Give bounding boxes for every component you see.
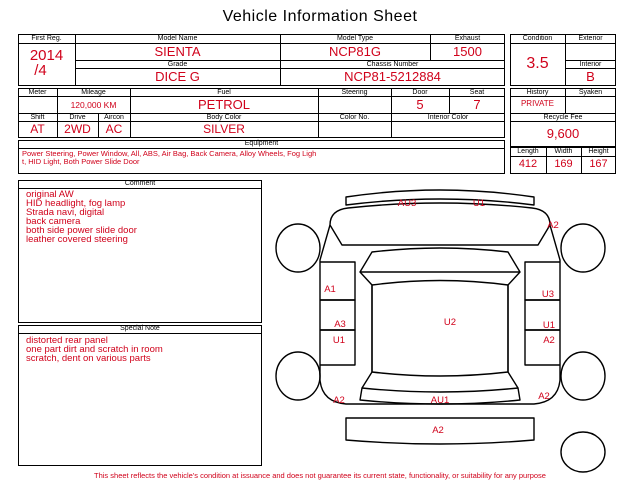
comment-label: Comment <box>124 180 156 187</box>
interior-label: Interior <box>579 61 602 68</box>
model-type-label: Model Type <box>336 35 374 42</box>
seat-label: Seat <box>469 89 485 96</box>
first-reg-month: /4 <box>34 62 47 79</box>
mileage-value: 120,000 KM <box>70 100 117 110</box>
comment-line: both side power slide door <box>26 225 137 236</box>
sheet-title: Vehicle Information Sheet <box>222 8 418 25</box>
damage-mark: A3 <box>334 319 346 330</box>
comment-line: Strada navi, digital <box>26 207 105 218</box>
model-type-value: NCP81G <box>328 44 382 59</box>
door-label: Door <box>412 89 428 96</box>
damage-mark: AU3 <box>397 198 417 209</box>
damage-mark: U1 <box>472 198 486 209</box>
equipment-line-1: Power Steering, Power Window, All, ABS, Air Bag, Back Camera, Alloy Wheels, Fog Ligh <box>22 149 317 158</box>
rear-right-wheel <box>561 352 605 400</box>
comment-line: HID headlight, fog lamp <box>26 198 126 209</box>
height-value: 167 <box>589 158 608 170</box>
history-value: PRIVATE <box>520 99 555 108</box>
damage-mark: A2 <box>547 220 559 231</box>
first-reg-label: First Reg. <box>31 35 62 42</box>
equipment-label: Equipment <box>244 140 279 147</box>
model-name-value: SIENTA <box>154 44 201 59</box>
special-note-label: Special Note <box>120 325 160 332</box>
seat-value: 7 <box>473 97 481 112</box>
fuel-value: PETROL <box>197 97 250 112</box>
hood <box>330 203 550 245</box>
door-value: 5 <box>416 97 424 112</box>
damage-mark: A1 <box>324 284 336 295</box>
height-label: Height <box>588 148 609 155</box>
interior-value: B <box>586 69 595 84</box>
front-left-wheel <box>276 224 320 272</box>
damage-mark: U1 <box>332 335 346 346</box>
windshield <box>360 248 520 272</box>
roof <box>372 281 508 377</box>
recycle-fee-value: 9,600 <box>546 126 580 141</box>
interior-color-label: Interior Color <box>427 114 469 121</box>
grade-label: Grade <box>167 61 188 68</box>
drive-value: 2WD <box>64 122 91 136</box>
damage-mark: U3 <box>541 289 555 300</box>
body-outline <box>320 225 560 404</box>
damage-mark: U1 <box>542 320 556 331</box>
width-label: Width <box>554 148 573 155</box>
special-note-line: scratch, dent on various parts <box>26 353 151 364</box>
spare-wheel <box>561 432 605 472</box>
width-value: 169 <box>554 158 573 170</box>
disclaimer-footer: This sheet reflects the vehicle's condition at issuance and does not guarantee its current state, functionality, or suitability for any purpose <box>94 471 546 480</box>
mileage-label: Mileage <box>81 89 106 96</box>
length-label: Length <box>517 148 539 155</box>
body-color-label: Body Color <box>206 114 242 121</box>
fuel-label: Fuel <box>217 89 231 96</box>
exhaust-value: 1500 <box>453 44 482 59</box>
model-name-label: Model Name <box>157 35 198 42</box>
damage-mark: A2 <box>333 395 345 406</box>
chassis-value: NCP81-5212884 <box>344 69 441 84</box>
roof-left-rail <box>360 272 372 388</box>
damage-mark: A2 <box>432 425 444 436</box>
aircon-value: AC <box>105 122 123 136</box>
roof-right-rail <box>508 272 520 388</box>
condition-label: Condition <box>522 35 553 42</box>
comment-line: original AW <box>26 189 74 200</box>
steering-label: Steering <box>341 89 368 96</box>
chassis-label: Chassis Number <box>366 61 419 68</box>
history-label: History <box>526 89 549 96</box>
damage-mark: A2 <box>538 391 550 402</box>
drive-label: Drive <box>69 114 86 121</box>
rear-left-wheel <box>276 352 320 400</box>
first-reg-year: 2014 <box>29 47 64 64</box>
front-right-wheel <box>561 224 605 272</box>
special-note-line: distorted rear panel <box>26 335 108 346</box>
aircon-label: Aircon <box>104 114 124 121</box>
equipment-line-2: t, HID Light, Both Power Slide Door <box>22 157 140 166</box>
condition-value: 3.5 <box>526 55 549 72</box>
special-note-line: one part dirt and scratch in room <box>26 344 163 355</box>
damage-mark: U2 <box>443 317 457 328</box>
exhaust-label: Exhaust <box>454 35 481 42</box>
comment-line: leather covered steering <box>26 234 128 245</box>
color-no-label: Color No. <box>339 114 370 121</box>
syaken-label: Syaken <box>578 89 603 96</box>
length-value: 412 <box>518 158 538 170</box>
meter-label: Meter <box>28 89 47 96</box>
shift-label: Shift <box>30 114 45 121</box>
recycle-fee-label: Recycle Fee <box>543 114 583 121</box>
body-color-value: SILVER <box>203 122 245 136</box>
comment-line: back camera <box>26 216 81 227</box>
damage-mark: AU1 <box>430 395 450 406</box>
grade-value: DICE G <box>155 69 200 84</box>
shift-value: AT <box>30 122 45 136</box>
damage-mark: A2 <box>543 335 555 346</box>
exterior-label: Exterior <box>578 35 603 42</box>
